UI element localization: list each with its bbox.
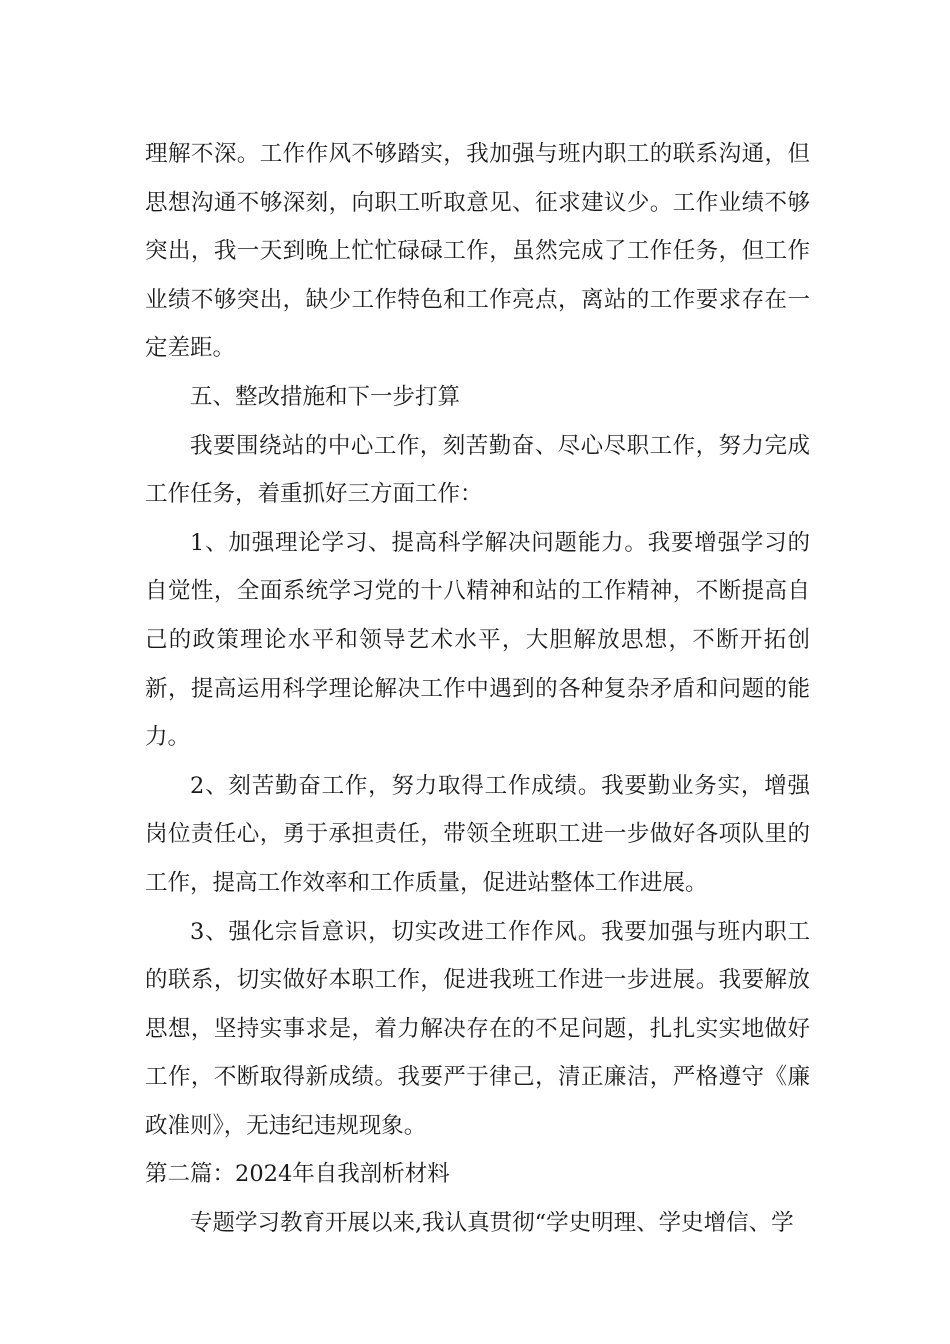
paragraph-continuation: 理解不深。工作作风不够踏实，我加强与班内职工的联系沟通，但思想沟通不够深刻，向职工听取意见、征求建议少。工作业绩不够突出，我一天到晚上忙忙碌碌工作，虽然完成了工作任务，但工作业绩不够突出，缺少工作特色和工作亮点，离站的工作要求存在一定差距。 — [145, 141, 810, 362]
chapter-heading: 第二篇：2024年自我剖析材料 — [145, 1161, 450, 1188]
document-body — [145, 130, 810, 1248]
paragraph-item-1: 1、加强理论学习、提高科学解决问题能力。我要增强学习的自觉性，全面系统学习党的十八精神和站的工作精神，不断提高自己的政策理论水平和领导艺术水平，大胆解放思想，不断开拓创新，提高运用科学理论解决工作中遇到的各种复杂矛盾和问题的能力。 — [145, 529, 810, 751]
paragraph-chapter-intro: 专题学习教育开展以来,我认真贯彻“学史明理、学史增信、学 — [190, 1210, 794, 1237]
section-heading: 五、整改措施和下一步打算 — [190, 383, 461, 410]
paragraph-intro: 我要围绕站的中心工作，刻苦勤奋、尽心尽职工作，努力完成工作任务，着重抓好三方面工作： — [145, 432, 810, 508]
paragraph-item-3: 3、强化宗旨意识，切实改进工作作风。我要加强与班内职工的联系，切实做好本职工作，促进我班工作进一步进展。我要解放思想，坚持实事求是，着力解决存在的不足问题，扎扎实实地做好工作，不断取得新成绩。我要严于律己，清正廉洁，严格遵守《廉政准则》，无违纪违规现象。 — [145, 918, 810, 1139]
paragraph-item-2: 2、刻苦勤奋工作，努力取得工作成绩。我要勤业务实，增强岗位责任心，勇于承担责任，带领全班职工进一步做好各项队里的工作，提高工作效率和工作质量，促进站整体工作进展。 — [145, 772, 810, 896]
